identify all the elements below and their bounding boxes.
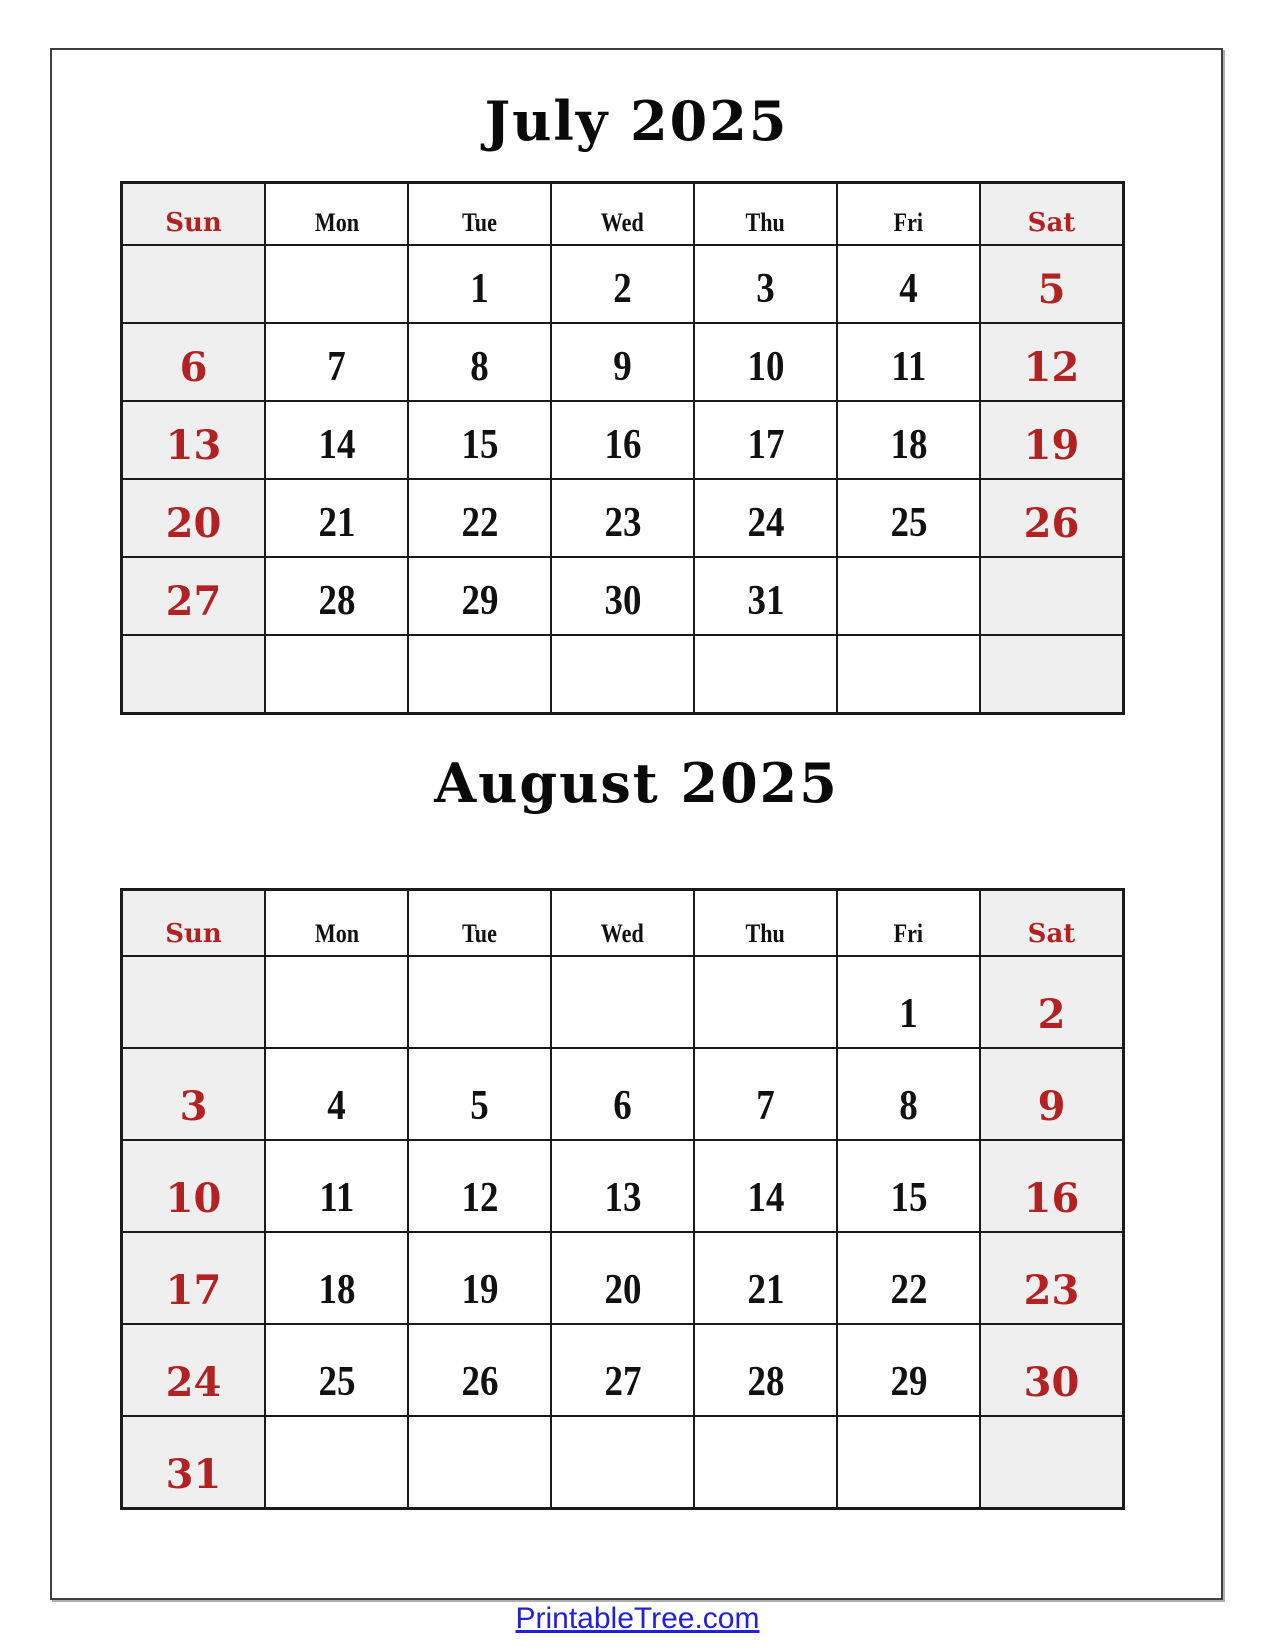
weekday-header-label: Fri — [893, 208, 924, 237]
weekday-header-label: Tue — [462, 919, 497, 948]
day-cell-july-15 — [409, 402, 550, 478]
day-number: 11 — [319, 1175, 354, 1221]
day-cell-august-20 — [552, 1233, 693, 1323]
empty-day-cell-july — [123, 246, 264, 322]
weekday-header-mon — [266, 184, 407, 244]
day-cell-july-2 — [552, 246, 693, 322]
day-cell-july-31 — [695, 558, 836, 634]
day-number: 31 — [747, 578, 784, 624]
day-cell-july-28 — [266, 558, 407, 634]
day-cell-july-13 — [123, 402, 264, 478]
day-number: 8 — [470, 344, 489, 390]
day-number: 4 — [899, 266, 918, 312]
day-number: 18 — [890, 422, 927, 468]
day-number: 14 — [747, 1175, 784, 1221]
empty-day-cell-august — [695, 957, 836, 1047]
day-number: 15 — [890, 1175, 927, 1221]
weekday-header-tue — [409, 184, 550, 244]
day-number: 1 — [470, 266, 489, 312]
day-number: 17 — [747, 422, 784, 468]
day-number: 17 — [165, 1267, 222, 1314]
day-number: 21 — [318, 500, 355, 546]
day-cell-august-11 — [266, 1141, 407, 1231]
day-number: 8 — [899, 1083, 918, 1129]
day-number: 3 — [179, 1083, 208, 1130]
day-number: 30 — [1023, 1359, 1080, 1406]
day-cell-august-14 — [695, 1141, 836, 1231]
day-cell-august-12 — [409, 1141, 550, 1231]
day-cell-august-31 — [123, 1417, 264, 1507]
weekday-header-tue — [409, 891, 550, 955]
day-cell-july-29 — [409, 558, 550, 634]
day-number: 28 — [747, 1359, 784, 1405]
day-number: 15 — [461, 422, 498, 468]
weekday-header-thu — [695, 184, 836, 244]
day-cell-august-2 — [981, 957, 1122, 1047]
day-number: 10 — [165, 1175, 222, 1222]
weekday-header-label: Mon — [314, 208, 359, 237]
weekday-header-label: Thu — [745, 919, 786, 948]
day-cell-july-12 — [981, 324, 1122, 400]
day-cell-august-1 — [838, 957, 979, 1047]
day-cell-july-8 — [409, 324, 550, 400]
day-cell-august-7 — [695, 1049, 836, 1139]
day-number: 20 — [165, 500, 222, 547]
day-cell-july-23 — [552, 480, 693, 556]
day-cell-july-22 — [409, 480, 550, 556]
weekday-header-label: Fri — [893, 919, 924, 948]
day-cell-august-16 — [981, 1141, 1122, 1231]
empty-day-cell-july — [981, 636, 1122, 712]
empty-day-cell-august — [981, 1417, 1122, 1507]
day-number: 27 — [165, 578, 222, 625]
printabletree-footer-link[interactable]: PrintableTree.com — [515, 1602, 760, 1635]
day-number: 22 — [461, 500, 498, 546]
day-cell-july-30 — [552, 558, 693, 634]
day-number: 7 — [327, 344, 346, 390]
weekday-header-fri — [838, 184, 979, 244]
empty-day-cell-august — [123, 957, 264, 1047]
empty-day-cell-august — [552, 1417, 693, 1507]
day-number: 4 — [327, 1083, 346, 1129]
day-number: 13 — [165, 422, 222, 469]
day-number: 23 — [1023, 1267, 1080, 1314]
empty-day-cell-july — [266, 636, 407, 712]
day-cell-august-8 — [838, 1049, 979, 1139]
day-number: 28 — [318, 578, 355, 624]
day-number: 5 — [1037, 266, 1066, 313]
day-cell-july-21 — [266, 480, 407, 556]
day-number: 3 — [756, 266, 775, 312]
day-number: 25 — [318, 1359, 355, 1405]
day-cell-july-27 — [123, 558, 264, 634]
day-number: 20 — [604, 1267, 641, 1313]
day-cell-august-6 — [552, 1049, 693, 1139]
day-number: 26 — [461, 1359, 498, 1405]
day-cell-july-19 — [981, 402, 1122, 478]
day-cell-july-6 — [123, 324, 264, 400]
weekday-header-thu — [695, 891, 836, 955]
weekday-header-sun — [123, 184, 264, 244]
day-cell-august-4 — [266, 1049, 407, 1139]
empty-day-cell-august — [409, 957, 550, 1047]
day-cell-july-14 — [266, 402, 407, 478]
day-cell-july-7 — [266, 324, 407, 400]
day-number: 2 — [1037, 991, 1066, 1038]
day-number: 29 — [461, 578, 498, 624]
day-number: 16 — [604, 422, 641, 468]
day-cell-july-9 — [552, 324, 693, 400]
empty-day-cell-july — [838, 558, 979, 634]
day-number: 9 — [613, 344, 632, 390]
day-cell-august-29 — [838, 1325, 979, 1415]
day-cell-august-25 — [266, 1325, 407, 1415]
day-number: 5 — [470, 1083, 489, 1129]
day-cell-july-25 — [838, 480, 979, 556]
empty-day-cell-july — [981, 558, 1122, 634]
day-number: 14 — [318, 422, 355, 468]
empty-day-cell-august — [409, 1417, 550, 1507]
day-number: 13 — [604, 1175, 641, 1221]
day-number: 12 — [1023, 344, 1080, 391]
empty-day-cell-july — [838, 636, 979, 712]
day-number: 6 — [613, 1083, 632, 1129]
day-cell-august-5 — [409, 1049, 550, 1139]
day-number: 22 — [890, 1267, 927, 1313]
day-number: 16 — [1023, 1175, 1080, 1222]
empty-day-cell-august — [266, 1417, 407, 1507]
weekday-header-label: Wed — [600, 208, 644, 237]
day-cell-july-11 — [838, 324, 979, 400]
day-cell-july-18 — [838, 402, 979, 478]
day-number: 12 — [461, 1175, 498, 1221]
day-cell-august-28 — [695, 1325, 836, 1415]
day-cell-july-24 — [695, 480, 836, 556]
day-number: 21 — [747, 1267, 784, 1313]
day-cell-july-1 — [409, 246, 550, 322]
weekday-header-sun — [123, 891, 264, 955]
weekday-header-label: Thu — [745, 208, 786, 237]
day-number: 24 — [747, 500, 784, 546]
empty-day-cell-august — [266, 957, 407, 1047]
day-number: 23 — [604, 500, 641, 546]
day-number: 19 — [1023, 422, 1080, 469]
day-cell-august-13 — [552, 1141, 693, 1231]
day-cell-august-22 — [838, 1233, 979, 1323]
day-number: 24 — [165, 1359, 222, 1406]
weekday-header-sat — [981, 184, 1122, 244]
weekday-header-mon — [266, 891, 407, 955]
weekday-header-label: Sun — [165, 208, 222, 238]
weekday-header-label: Wed — [600, 919, 644, 948]
day-number: 6 — [179, 344, 208, 391]
empty-day-cell-august — [552, 957, 693, 1047]
empty-day-cell-july — [123, 636, 264, 712]
day-cell-july-3 — [695, 246, 836, 322]
day-number: 27 — [604, 1359, 641, 1405]
august-month-title: August 2025 — [434, 751, 839, 815]
august-calendar-grid — [120, 888, 1125, 1510]
day-number: 9 — [1037, 1083, 1066, 1130]
day-cell-august-23 — [981, 1233, 1122, 1323]
weekday-header-label: Sat — [1027, 919, 1076, 949]
empty-day-cell-august — [695, 1417, 836, 1507]
weekday-header-label: Sun — [165, 919, 222, 949]
day-number: 19 — [461, 1267, 498, 1313]
weekday-header-label: Sat — [1027, 208, 1076, 238]
day-cell-august-27 — [552, 1325, 693, 1415]
july-month-title: July 2025 — [484, 89, 789, 153]
day-cell-august-24 — [123, 1325, 264, 1415]
day-cell-august-9 — [981, 1049, 1122, 1139]
day-cell-july-26 — [981, 480, 1122, 556]
day-number: 26 — [1023, 500, 1080, 547]
day-number: 30 — [604, 578, 641, 624]
day-cell-august-10 — [123, 1141, 264, 1231]
weekday-header-label: Tue — [462, 208, 497, 237]
day-cell-august-26 — [409, 1325, 550, 1415]
day-cell-august-19 — [409, 1233, 550, 1323]
july-calendar-grid — [120, 181, 1125, 715]
day-number: 31 — [165, 1451, 222, 1498]
day-number: 25 — [890, 500, 927, 546]
day-cell-august-15 — [838, 1141, 979, 1231]
day-cell-july-4 — [838, 246, 979, 322]
page-border-frame — [50, 48, 1223, 1600]
empty-day-cell-july — [266, 246, 407, 322]
day-number: 29 — [890, 1359, 927, 1405]
day-cell-july-5 — [981, 246, 1122, 322]
day-cell-july-16 — [552, 402, 693, 478]
day-number: 10 — [747, 344, 784, 390]
day-number: 7 — [756, 1083, 775, 1129]
day-cell-july-20 — [123, 480, 264, 556]
weekday-header-sat — [981, 891, 1122, 955]
empty-day-cell-july — [552, 636, 693, 712]
weekday-header-label: Mon — [314, 919, 359, 948]
day-cell-july-17 — [695, 402, 836, 478]
day-cell-august-18 — [266, 1233, 407, 1323]
day-cell-august-17 — [123, 1233, 264, 1323]
day-cell-august-3 — [123, 1049, 264, 1139]
day-cell-august-30 — [981, 1325, 1122, 1415]
empty-day-cell-july — [695, 636, 836, 712]
day-number: 1 — [899, 991, 918, 1037]
empty-day-cell-july — [409, 636, 550, 712]
weekday-header-wed — [552, 891, 693, 955]
empty-day-cell-august — [838, 1417, 979, 1507]
weekday-header-wed — [552, 184, 693, 244]
day-number: 18 — [318, 1267, 355, 1313]
weekday-header-fri — [838, 891, 979, 955]
day-number: 11 — [891, 344, 926, 390]
day-cell-july-10 — [695, 324, 836, 400]
day-number: 2 — [613, 266, 632, 312]
day-cell-august-21 — [695, 1233, 836, 1323]
